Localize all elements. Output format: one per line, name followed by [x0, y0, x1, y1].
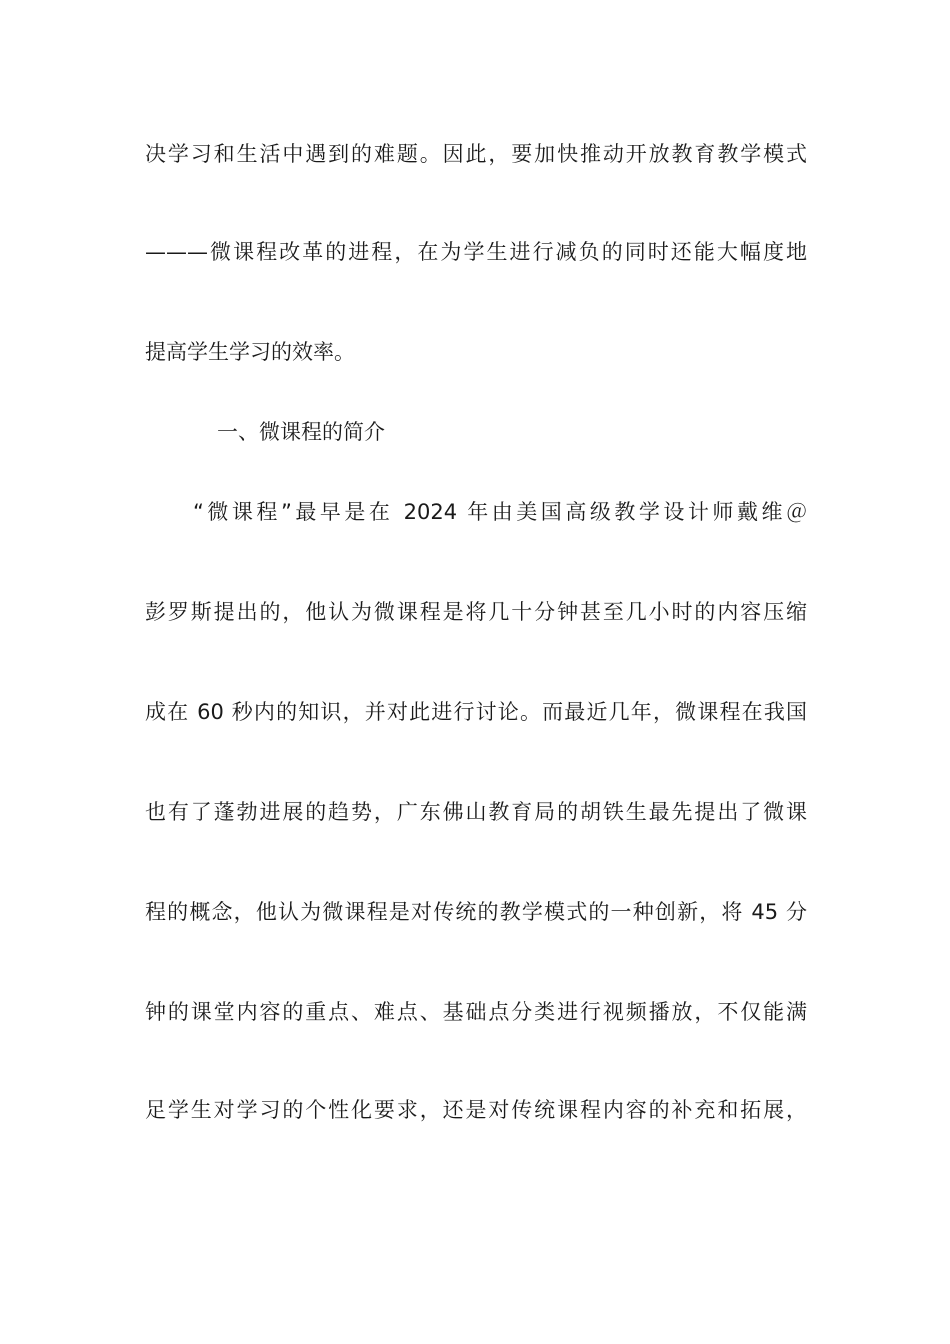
- section-heading: 一、微课程的简介: [217, 420, 385, 444]
- paragraph-line-6: 彭罗斯提出的，他认为微课程是将几十分钟甚至几小时的内容压缩: [145, 600, 807, 624]
- paragraph-line-11: 足学生对学习的个性化要求，还是对传统课程内容的补充和拓展，: [145, 1098, 807, 1122]
- paragraph-line-1: 决学习和生活中遇到的难题。因此，要加快推动开放教育教学模式: [145, 142, 807, 166]
- paragraph-line-9: 程的概念，他认为微课程是对传统的教学模式的一种创新，将 45 分: [145, 900, 807, 924]
- paragraph-line-10: 钟的课堂内容的重点、难点、基础点分类进行视频播放，不仅能满: [145, 1000, 807, 1024]
- paragraph-line-2: ———微课程改革的进程，在为学生进行减负的同时还能大幅度地: [145, 240, 807, 264]
- paragraph-line-5: “微课程”最早是在 2024 年由美国高级教学设计师戴维＠: [193, 500, 807, 524]
- paragraph-line-7: 成在 60 秒内的知识，并对此进行讨论。而最近几年，微课程在我国: [145, 700, 807, 724]
- paragraph-line-3: 提高学生学习的效率。: [145, 340, 355, 364]
- paragraph-line-8: 也有了蓬勃进展的趋势，广东佛山教育局的胡铁生最先提出了微课: [145, 800, 807, 824]
